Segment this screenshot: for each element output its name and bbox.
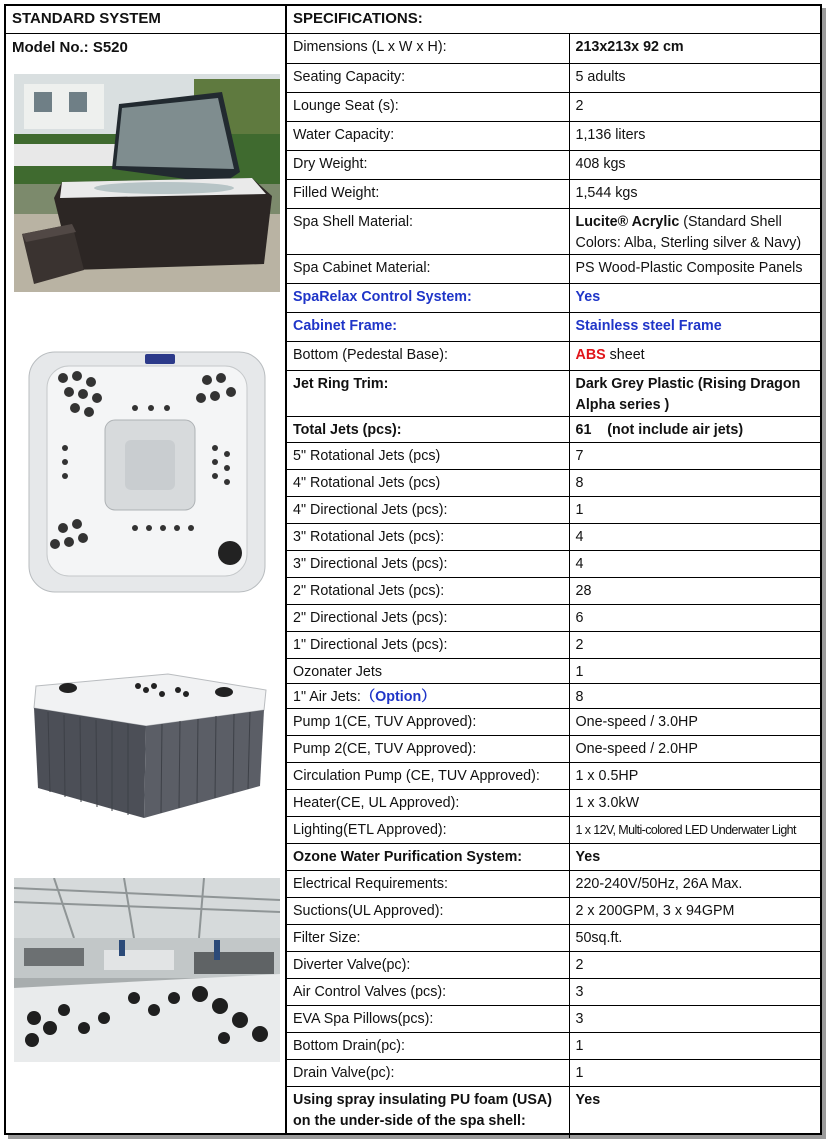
- spec-value-highlight: ABS: [575, 346, 606, 363]
- spec-value: [569, 897, 820, 924]
- spa-side-view-photo: [28, 668, 270, 820]
- spec-value: [569, 550, 820, 577]
- spec-label: [287, 816, 569, 843]
- spec-label-text: Seating Capacity:: [293, 68, 406, 85]
- spec-value-text: PS Wood-Plastic Composite Panels: [575, 259, 803, 276]
- spec-value-text: sheet: [605, 346, 645, 363]
- spec-value-text: 2: [575, 97, 584, 114]
- spec-row: [287, 92, 820, 121]
- spec-value-text: 28: [575, 582, 592, 599]
- spec-label: [287, 416, 569, 442]
- spec-value: [569, 708, 820, 735]
- spec-label-text: Water Capacity:: [293, 126, 395, 143]
- spec-label: [287, 63, 569, 92]
- spec-label: [287, 951, 569, 978]
- spec-label-text: EVA Spa Pillows(pcs):: [293, 1010, 434, 1027]
- spec-row: [287, 577, 820, 604]
- spec-row: [287, 442, 820, 469]
- spec-label-text: Drain Valve(pc):: [293, 1064, 395, 1081]
- spec-value: [569, 683, 820, 708]
- spec-row: [287, 254, 820, 283]
- spec-value-text: 1: [575, 501, 584, 518]
- spec-row: [287, 416, 820, 442]
- spec-label-text: Jet Ring Trim:: [293, 375, 389, 392]
- spec-value-text: 2: [575, 636, 584, 653]
- spec-value-text: Yes: [575, 1091, 601, 1108]
- spec-label-text: Bottom (Pedestal Base):: [293, 346, 448, 363]
- spec-row: [287, 924, 820, 951]
- spec-row: [287, 283, 820, 312]
- spec-row: [287, 341, 820, 370]
- spec-value-text: 4: [575, 555, 584, 572]
- spec-label: [287, 1059, 569, 1086]
- spec-value-text: One-speed / 2.0HP: [575, 740, 698, 757]
- spec-value-text: 1 x 12V, Multi-colored LED Underwater Light: [575, 822, 796, 837]
- spec-label-text: Lounge Seat (s):: [293, 97, 399, 114]
- spec-row: [287, 179, 820, 208]
- specifications-title: SPECIFICATIONS:: [287, 6, 820, 34]
- spec-label: [287, 312, 569, 341]
- spec-value: [569, 843, 820, 870]
- spec-label-text: Electrical Requirements:: [293, 875, 448, 892]
- spec-label-text: 1" Directional Jets (pcs):: [293, 636, 448, 653]
- spec-value-text: 1: [575, 1064, 584, 1081]
- spec-label-text: 2" Rotational Jets (pcs):: [293, 582, 445, 599]
- spec-value-text: 1 x 0.5HP: [575, 767, 639, 784]
- spec-value: [569, 370, 820, 416]
- spec-value: [569, 978, 820, 1005]
- spec-label: [287, 924, 569, 951]
- spec-row: [287, 658, 820, 683]
- spec-value-text: 5 adults: [575, 68, 626, 85]
- spec-row: [287, 150, 820, 179]
- spec-label: [287, 523, 569, 550]
- spec-value-text: 1 x 3.0kW: [575, 794, 640, 811]
- spec-label-text: Diverter Valve(pc):: [293, 956, 411, 973]
- spec-value-text: 4: [575, 528, 584, 545]
- spec-value: [569, 416, 820, 442]
- spec-value-text: 8: [575, 474, 584, 491]
- spec-label-text: Circulation Pump (CE, TUV Approved):: [293, 767, 540, 784]
- spec-value-text: 1,544 kgs: [575, 184, 638, 201]
- spec-label-text: Using spray insulating PU foam (USA) on the under-side of the spa shell:: [293, 1091, 552, 1129]
- spec-label: [287, 92, 569, 121]
- spec-label: [287, 550, 569, 577]
- spec-value: [569, 577, 820, 604]
- spec-label: [287, 283, 569, 312]
- spec-row: [287, 816, 820, 843]
- spec-label-text: Cabinet Frame:: [293, 317, 398, 334]
- spec-label: [287, 496, 569, 523]
- spec-row: [287, 843, 820, 870]
- spec-row: [287, 496, 820, 523]
- factory-floor-photo: [14, 878, 280, 1062]
- spec-value: [569, 254, 820, 283]
- spec-label: [287, 1086, 569, 1138]
- spec-label-text: 1" Air Jets:: [293, 688, 361, 705]
- spec-label: [287, 789, 569, 816]
- spec-label-text: Pump 2(CE, TUV Approved):: [293, 740, 477, 757]
- spec-value-text: One-speed / 3.0HP: [575, 713, 698, 730]
- spec-label-text: Lighting(ETL Approved):: [293, 821, 447, 838]
- spec-value: [569, 341, 820, 370]
- spec-label-text: 3" Rotational Jets (pcs):: [293, 528, 445, 545]
- outdoor-spa-photo: [14, 74, 280, 292]
- spec-value-text: Stainless steel Frame: [575, 317, 722, 334]
- spec-label-text: 3" Directional Jets (pcs):: [293, 555, 448, 572]
- option-note: （Option）: [360, 688, 436, 705]
- spec-label: [287, 708, 569, 735]
- spec-value-emphasis: Lucite® Acrylic: [575, 213, 680, 230]
- spec-label-text: Dry Weight:: [293, 155, 368, 172]
- spec-value-text: 3: [575, 983, 584, 1000]
- specifications-table: [287, 34, 820, 1138]
- spec-value: [569, 179, 820, 208]
- spec-value-text: Yes: [575, 288, 601, 305]
- spec-label: [287, 604, 569, 631]
- spec-row: [287, 708, 820, 735]
- spec-label: [287, 577, 569, 604]
- spec-label-text: SpaRelax Control System:: [293, 288, 472, 305]
- spec-value: [569, 1005, 820, 1032]
- spec-label-text: Bottom Drain(pc):: [293, 1037, 406, 1054]
- spec-label: [287, 897, 569, 924]
- spec-value-text: (Standard Shell Colors: Alba, Sterling silver & Navy): [575, 213, 802, 251]
- spec-label: [287, 1005, 569, 1032]
- spec-value-text: 213x213x 92 cm: [575, 39, 684, 55]
- model-number: Model No.: S520: [12, 39, 128, 56]
- spec-label: [287, 150, 569, 179]
- spec-value: [569, 762, 820, 789]
- spec-value: [569, 789, 820, 816]
- spec-value: [569, 496, 820, 523]
- spec-label-text: Spa Cabinet Material:: [293, 259, 431, 276]
- spec-row: [287, 789, 820, 816]
- spec-value-text: 8: [575, 688, 584, 705]
- spec-sheet: [4, 4, 822, 1135]
- spec-row: [287, 208, 820, 254]
- spec-row: [287, 870, 820, 897]
- spec-label-text: 2" Directional Jets (pcs):: [293, 609, 448, 626]
- left-column: [6, 6, 287, 1133]
- spec-value: [569, 924, 820, 951]
- spec-value: [569, 1086, 820, 1138]
- spec-value-text: 7: [575, 447, 584, 464]
- spec-value: [569, 735, 820, 762]
- spec-label-text: Filter Size:: [293, 929, 361, 946]
- spec-row: [287, 1032, 820, 1059]
- spec-label-text: Total Jets (pcs):: [293, 421, 402, 438]
- spec-value: [569, 283, 820, 312]
- spec-label-text: Air Control Valves (pcs):: [293, 983, 447, 1000]
- right-column: [287, 6, 820, 1133]
- spec-label: [287, 978, 569, 1005]
- spec-value: [569, 870, 820, 897]
- spec-value-text: 220-240V/50Hz, 26A Max.: [575, 875, 743, 892]
- spec-label-text: 4" Directional Jets (pcs):: [293, 501, 448, 518]
- spa-top-view-photo: [25, 348, 269, 596]
- spec-label-text: 5" Rotational Jets (pcs): [293, 447, 441, 464]
- spec-label: [287, 179, 569, 208]
- spec-value: [569, 523, 820, 550]
- spec-row: [287, 312, 820, 341]
- spec-row: [287, 951, 820, 978]
- spec-label-text: Filled Weight:: [293, 184, 380, 201]
- spec-label: [287, 843, 569, 870]
- spec-value-text: Dark Grey Plastic (Rising Dragon Alpha series ): [575, 375, 804, 413]
- spec-label-text: Dimensions (L x W x H):: [293, 39, 447, 55]
- spec-value: [569, 604, 820, 631]
- spec-label-text: Ozonater Jets: [293, 663, 382, 680]
- spec-label: [287, 370, 569, 416]
- spec-label-text: Pump 1(CE, TUV Approved):: [293, 713, 477, 730]
- spec-label: [287, 341, 569, 370]
- spec-row: [287, 1086, 820, 1138]
- spec-value-text: 408 kgs: [575, 155, 626, 172]
- spec-label: [287, 735, 569, 762]
- spec-value-text: 2: [575, 956, 584, 973]
- spec-value-text: 1: [575, 1037, 584, 1054]
- spec-value-text: 1,136 liters: [575, 126, 646, 143]
- spec-label: [287, 658, 569, 683]
- spec-row: [287, 735, 820, 762]
- spec-value-text: 1: [575, 663, 584, 680]
- spec-row: [287, 604, 820, 631]
- spec-row: [287, 34, 820, 63]
- spec-value: [569, 951, 820, 978]
- spec-label-text: Ozone Water Purification System:: [293, 848, 523, 865]
- spec-label: [287, 631, 569, 658]
- spec-value: [569, 658, 820, 683]
- spec-row: [287, 370, 820, 416]
- spec-value: [569, 442, 820, 469]
- spec-label: [287, 121, 569, 150]
- spec-row: [287, 1059, 820, 1086]
- spec-row: [287, 550, 820, 577]
- spec-value-text: 61 (not include air jets): [575, 421, 744, 438]
- spec-value-text: 2 x 200GPM, 3 x 94GPM: [575, 902, 735, 919]
- spec-row: [287, 63, 820, 92]
- spec-value: [569, 150, 820, 179]
- spec-row: [287, 469, 820, 496]
- spec-value-text: 6: [575, 609, 584, 626]
- spec-value: [569, 816, 820, 843]
- spec-row: [287, 762, 820, 789]
- spec-row: [287, 683, 820, 708]
- spec-row: [287, 897, 820, 924]
- spec-row: [287, 523, 820, 550]
- spec-value: [569, 312, 820, 341]
- spec-value: [569, 1059, 820, 1086]
- spec-value: [569, 92, 820, 121]
- spec-value-text: 50sq.ft.: [575, 929, 623, 946]
- spec-value: [569, 34, 820, 63]
- spec-label: [287, 683, 569, 708]
- spec-label-text: Spa Shell Material:: [293, 213, 413, 230]
- spec-value: [569, 63, 820, 92]
- spec-label: [287, 762, 569, 789]
- spec-label: [287, 254, 569, 283]
- spec-row: [287, 631, 820, 658]
- spec-row: [287, 1005, 820, 1032]
- spec-value: [569, 631, 820, 658]
- spec-label-text: Heater(CE, UL Approved):: [293, 794, 460, 811]
- spec-label: [287, 870, 569, 897]
- spec-label-text: 4" Rotational Jets (pcs): [293, 474, 441, 491]
- spec-value: [569, 121, 820, 150]
- spec-value: [569, 469, 820, 496]
- spec-label: [287, 34, 569, 63]
- spec-label: [287, 1032, 569, 1059]
- spec-label-text: Suctions(UL Approved):: [293, 902, 444, 919]
- spec-row: [287, 121, 820, 150]
- standard-system-title: STANDARD SYSTEM: [6, 6, 285, 34]
- spec-value-text: 3: [575, 1010, 584, 1027]
- spec-label: [287, 442, 569, 469]
- spec-value: [569, 208, 820, 254]
- spec-row: [287, 978, 820, 1005]
- spec-label: [287, 208, 569, 254]
- spec-value: [569, 1032, 820, 1059]
- spec-label: [287, 469, 569, 496]
- spec-value-text: Yes: [575, 848, 601, 865]
